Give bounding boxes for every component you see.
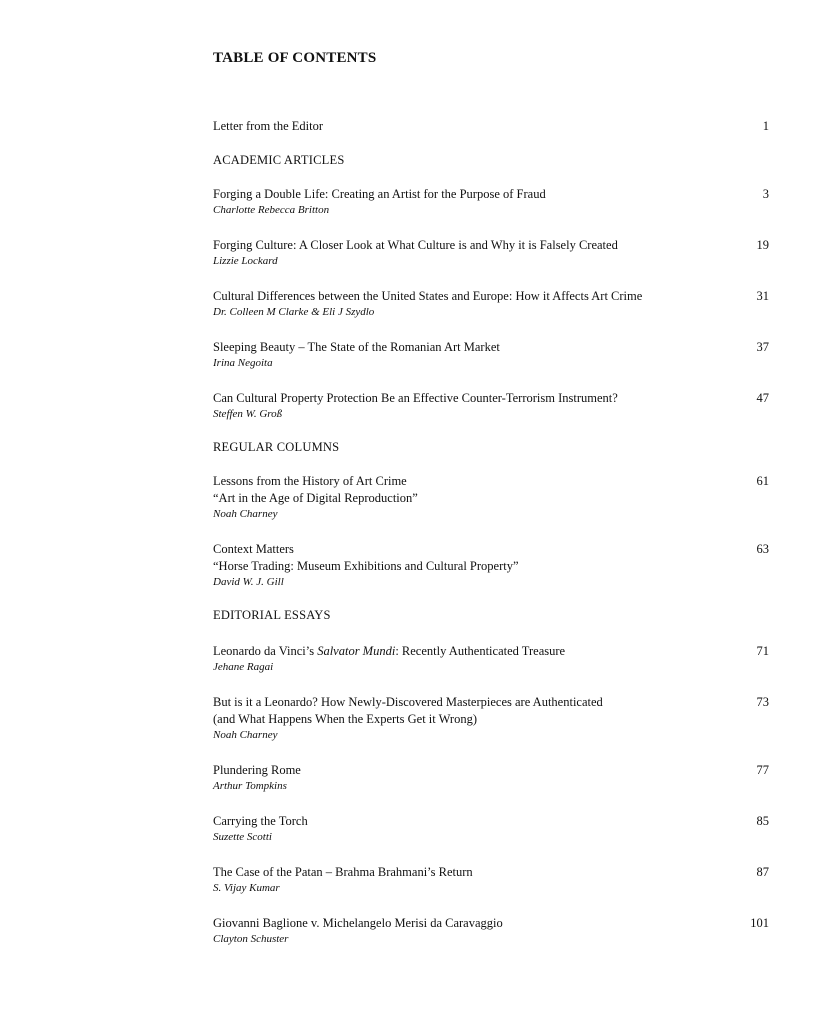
toc-entry-essay[interactable] — [213, 694, 769, 743]
toc-entry-essay[interactable] — [213, 915, 769, 947]
entry-author: Noah Charney — [213, 729, 278, 741]
toc-entry-essay[interactable] — [213, 643, 769, 675]
page-number: 61 — [756, 474, 769, 488]
entry-title: Forging a Double Life: Creating an Artist for the Purpose of Fraud — [213, 187, 546, 201]
entry-author: David W. J. Gill — [213, 576, 284, 588]
entry-title: Sleeping Beauty – The State of the Romanian Art Market — [213, 340, 500, 354]
entry-author: Irina Negoita — [213, 357, 273, 369]
entry-title: Plundering Rome — [213, 763, 301, 777]
entry-title-continued: (and What Happens When the Experts Get it Wrong) — [213, 712, 478, 726]
page-number: 47 — [756, 391, 769, 405]
entry-title — [213, 643, 769, 660]
entry-title: But is it a Leonardo? How Newly-Discovered Masterpieces are Authenticated — [213, 695, 603, 709]
entry-title: Letter from the Editor — [213, 119, 324, 133]
entry-subtitle: “Horse Trading: Museum Exhibitions and Cultural Property” — [213, 559, 519, 573]
entry-title: Lessons from the History of Art Crime — [213, 474, 407, 488]
toc-entry-article[interactable] — [213, 186, 769, 218]
page-number: 19 — [756, 238, 769, 252]
entry-author: Suzette Scotti — [213, 831, 272, 843]
toc-entry-column[interactable] — [213, 541, 769, 590]
page-number: 71 — [756, 644, 769, 658]
page-number: 1 — [762, 119, 769, 133]
entry-title-part: Leonardo da Vinci’s — [213, 644, 318, 658]
page-number: 73 — [756, 695, 769, 709]
entry-title: Context Matters — [213, 542, 294, 556]
entry-author: Arthur Tompkins — [213, 780, 287, 792]
entry-title: Cultural Differences between the United States and Europe: How it Affects Art Crime — [213, 289, 643, 303]
page-number: 87 — [756, 865, 769, 879]
page-number: 31 — [756, 289, 769, 303]
section-heading-editorial-essays: EDITORIAL ESSAYS — [213, 608, 331, 622]
page-number: 3 — [762, 187, 769, 201]
toc-entry-article[interactable] — [213, 237, 769, 269]
section-heading-regular-columns: REGULAR COLUMNS — [213, 440, 340, 454]
entry-author: Steffen W. Groß — [213, 408, 283, 420]
section-heading-academic-articles: ACADEMIC ARTICLES — [213, 153, 345, 167]
entry-title: Carrying the Torch — [213, 814, 308, 828]
page-title: TABLE OF CONTENTS — [213, 50, 377, 66]
toc-entry-letter-from-editor[interactable] — [213, 118, 769, 135]
toc-entry-essay[interactable] — [213, 813, 769, 845]
toc-entry-essay[interactable] — [213, 762, 769, 794]
toc-entry-column[interactable] — [213, 473, 769, 522]
entry-title: Can Cultural Property Protection Be an Effective Counter-Terrorism Instrument? — [213, 391, 618, 405]
entry-title-italic-part: Salvator Mundi — [317, 644, 396, 658]
toc-entry-article[interactable] — [213, 288, 769, 320]
page-number: 77 — [756, 763, 769, 777]
toc-entry-article[interactable] — [213, 339, 769, 371]
entry-author: Noah Charney — [213, 508, 278, 520]
entry-title: Forging Culture: A Closer Look at What Culture is and Why it is Falsely Created — [213, 238, 618, 252]
entry-author: S. Vijay Kumar — [213, 882, 280, 894]
page-number: 85 — [756, 814, 769, 828]
entry-title-part: : Recently Authenticated Treasure — [395, 644, 566, 658]
toc-entry-essay[interactable] — [213, 864, 769, 896]
table-of-contents — [213, 118, 769, 947]
page-number: 63 — [756, 542, 769, 556]
entry-author: Charlotte Rebecca Britton — [213, 204, 330, 216]
entry-title: Giovanni Baglione v. Michelangelo Merisi da Caravaggio — [213, 916, 503, 930]
page-number: 101 — [750, 916, 769, 930]
page-number: 37 — [756, 340, 769, 354]
entry-title: The Case of the Patan – Brahma Brahmani’s Return — [213, 865, 473, 879]
entry-subtitle: “Art in the Age of Digital Reproduction” — [213, 491, 418, 505]
entry-author: Lizzie Lockard — [213, 255, 278, 267]
toc-entry-article[interactable] — [213, 390, 769, 422]
entry-author: Jehane Ragai — [213, 661, 274, 673]
entry-author: Dr. Colleen M Clarke & Eli J Szydlo — [213, 306, 375, 318]
entry-author: Clayton Schuster — [213, 933, 289, 945]
